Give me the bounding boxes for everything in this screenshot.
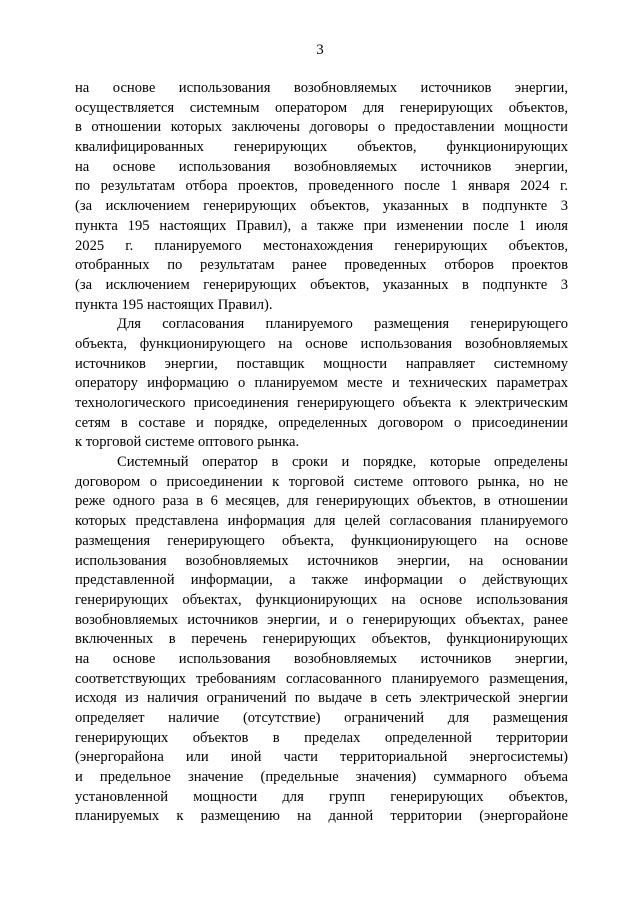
text-line: исходя из наличия ограничений по выдаче в сеть электрической энергии [75, 690, 568, 707]
text-line: соответствующих требованиям согласованного планируемого размещения, [75, 670, 568, 687]
text-line: планируемых к размещению на данной территории (энергорайоне [75, 808, 568, 825]
text-line: Системный оператор в сроки и порядке, которые определены [117, 454, 568, 471]
text-line: (за исключением генерирующих объектов, указанных в подпункте 3 [75, 276, 568, 293]
text-line: 2025 г. планируемого местонахождения генерирующих объектов, [75, 237, 568, 254]
text-line: определяет наличие (отсутствие) ограничений для размещения [75, 710, 568, 726]
text-line: включенных в перечень генерирующих объектов, функционирующих [75, 631, 568, 648]
text-line: (за исключением генерирующих объектов, указанных в подпункте 3 [75, 198, 568, 215]
text-line: технологического присоединения генерирующего объекта к электрическим [75, 395, 568, 411]
text-line: установленной мощности для групп генерирующих объектов, [75, 788, 568, 805]
text-line: договором о присоединении к торговой системе оптового рынка, но не [75, 473, 568, 490]
paragraph-1 [75, 79, 568, 315]
text-line: (энергорайона или иной части территориальной энергосистемы) [75, 749, 568, 766]
text-line: источников энергии, поставщик мощности направляет системному [75, 355, 568, 372]
text-line: объекта, функционирующего на основе использования возобновляемых [75, 335, 568, 352]
text-line: в отношении которых заключены договоры о предоставлении мощности [75, 119, 568, 136]
text-line: реже одного раза в 6 месяцев, для генерирующих объектов, в отношении [75, 493, 568, 510]
text-line: по результатам отбора проектов, проведенного после 1 января 2024 г. [75, 178, 568, 195]
text-line: отобранных по результатам ранее проведенных отборов проектов [75, 257, 568, 274]
paragraph-3 [75, 453, 568, 827]
text-line: оператору информацию о планируемом месте и технических параметрах [75, 375, 568, 392]
text-line: квалифицированных генерирующих объектов, функционирующих [75, 139, 568, 156]
text-line: на основе использования возобновляемых источников энергии, [75, 158, 568, 175]
text-line: сетям в составе и порядке, определенных договором о присоединении [75, 414, 568, 431]
text-line: генерирующих объектах, функционирующих на основе использования [75, 591, 568, 608]
text-line: Для согласования планируемого размещения генерирующего [117, 316, 568, 333]
document-body [75, 79, 568, 827]
text-line: к торговой системе оптового рынка. [75, 434, 300, 451]
text-line: размещения генерирующего объекта, функционирующего на основе [75, 532, 568, 549]
text-line: осуществляется системным оператором для генерирующих объектов, [75, 99, 568, 116]
text-line: на основе использования возобновляемых источников энергии, [75, 650, 568, 667]
text-line: пункта 195 настоящих Правил). [75, 296, 273, 313]
text-line: возобновляемых источников энергии, и о генерирующих объектах, ранее [75, 611, 568, 628]
text-line: на основе использования возобновляемых источников энергии, [75, 80, 568, 96]
page-number: 3 [316, 42, 324, 58]
text-line: представленной информации, а также информации о действующих [75, 572, 568, 589]
text-line: пункта 195 настоящих Правил), а также при изменении после 1 июля [75, 217, 568, 234]
text-line: использования возобновляемых источников энергии, на основании [75, 552, 568, 569]
text-line: которых представлена информация для целей согласования планируемого [75, 513, 568, 530]
paragraph-2 [75, 315, 568, 453]
text-line: генерирующих объектов в пределах определенной территории [75, 729, 568, 746]
text-line: и предельное значение (предельные значения) суммарного объема [75, 769, 568, 786]
